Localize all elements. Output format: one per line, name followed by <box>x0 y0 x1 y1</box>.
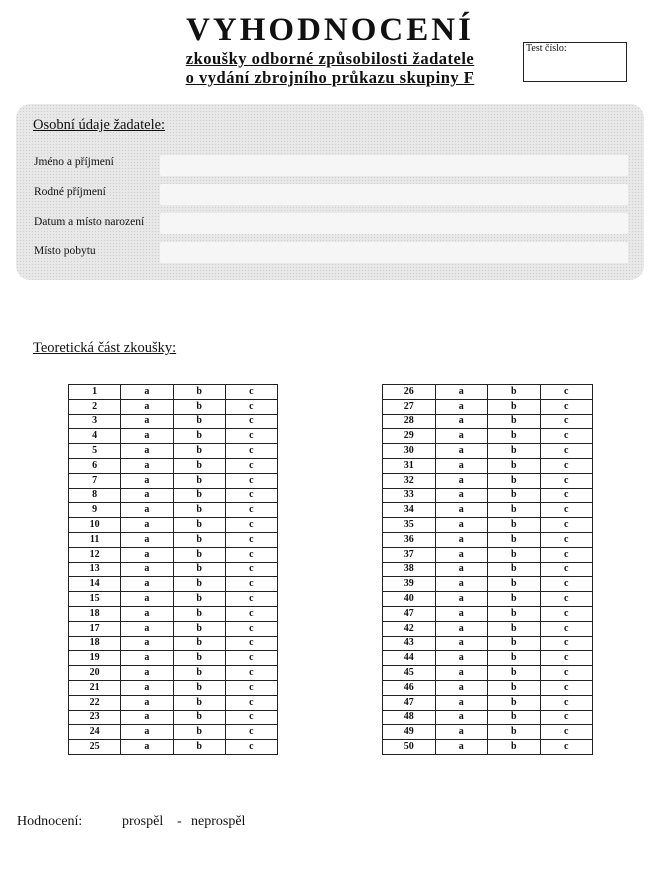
answer-option-c[interactable]: c <box>540 666 593 681</box>
answer-option-c[interactable]: c <box>225 518 277 533</box>
question-row <box>69 577 278 592</box>
answer-option-a[interactable]: a <box>435 532 488 547</box>
question-row <box>383 385 593 400</box>
answer-option-c[interactable]: c <box>540 399 593 414</box>
question-row <box>69 636 278 651</box>
question-number: 17 <box>69 621 121 636</box>
question-number: 25 <box>69 740 121 755</box>
question-number: 33 <box>383 488 436 503</box>
question-row <box>69 680 278 695</box>
answer-option-a[interactable]: a <box>435 695 488 710</box>
answer-option-a[interactable]: a <box>435 666 488 681</box>
question-number: 20 <box>69 666 121 681</box>
answer-option-c[interactable]: c <box>225 636 277 651</box>
question-number: 27 <box>383 399 436 414</box>
question-number: 29 <box>383 429 436 444</box>
answer-option-c[interactable]: c <box>540 621 593 636</box>
answer-option-a[interactable]: a <box>121 592 173 607</box>
answer-option-c[interactable]: c <box>540 651 593 666</box>
answer-option-b[interactable]: b <box>488 503 541 518</box>
question-number: 12 <box>69 547 121 562</box>
answer-option-c[interactable]: c <box>540 577 593 592</box>
answer-option-a[interactable]: a <box>435 680 488 695</box>
answer-option-c[interactable]: c <box>540 503 593 518</box>
question-row <box>383 488 593 503</box>
answer-option-a[interactable]: a <box>435 592 488 607</box>
answer-option-b[interactable]: b <box>488 710 541 725</box>
question-row <box>69 651 278 666</box>
question-row <box>383 414 593 429</box>
answer-option-a[interactable]: a <box>121 473 173 488</box>
answer-option-b[interactable]: b <box>173 532 225 547</box>
answer-option-b[interactable]: b <box>173 725 225 740</box>
answer-option-a[interactable]: a <box>435 621 488 636</box>
answer-option-b[interactable]: b <box>173 562 225 577</box>
question-row <box>69 414 278 429</box>
question-number: 7 <box>69 473 121 488</box>
answer-option-c[interactable]: c <box>225 503 277 518</box>
answer-option-a[interactable]: a <box>435 725 488 740</box>
answer-option-b[interactable]: b <box>488 592 541 607</box>
answer-option-c[interactable]: c <box>540 725 593 740</box>
answer-option-c[interactable]: c <box>540 606 593 621</box>
answer-option-a[interactable]: a <box>435 488 488 503</box>
answer-option-a[interactable]: a <box>435 651 488 666</box>
answer-option-c[interactable]: c <box>225 399 277 414</box>
answer-option-b[interactable]: b <box>173 740 225 755</box>
question-number: 22 <box>69 695 121 710</box>
answer-option-b[interactable]: b <box>488 651 541 666</box>
answer-option-b[interactable]: b <box>488 488 541 503</box>
question-number: 24 <box>69 725 121 740</box>
answer-option-c[interactable]: c <box>540 636 593 651</box>
question-row <box>69 444 278 459</box>
answer-table-right <box>382 384 593 755</box>
answer-option-c[interactable]: c <box>225 725 277 740</box>
question-row <box>383 651 593 666</box>
question-number: 47 <box>383 695 436 710</box>
question-row <box>383 606 593 621</box>
answer-option-b[interactable]: b <box>173 651 225 666</box>
answer-option-b[interactable]: b <box>173 680 225 695</box>
answer-option-b[interactable]: b <box>173 414 225 429</box>
answer-option-a[interactable]: a <box>121 444 173 459</box>
question-row <box>383 636 593 651</box>
answer-option-c[interactable]: c <box>225 606 277 621</box>
question-row <box>383 710 593 725</box>
answer-option-b[interactable]: b <box>488 562 541 577</box>
question-number: 10 <box>69 518 121 533</box>
question-row <box>383 666 593 681</box>
question-number: 35 <box>383 518 436 533</box>
answer-option-c[interactable]: c <box>225 532 277 547</box>
question-row <box>69 695 278 710</box>
answer-option-a[interactable]: a <box>435 444 488 459</box>
answer-option-b[interactable]: b <box>173 636 225 651</box>
birth-date-place-field[interactable] <box>160 213 628 234</box>
answer-option-b[interactable]: b <box>488 666 541 681</box>
personal-details-heading: Osobní údaje žadatele: <box>33 117 166 133</box>
question-number: 36 <box>383 532 436 547</box>
question-row <box>383 399 593 414</box>
answer-option-c[interactable]: c <box>225 666 277 681</box>
answer-option-a[interactable]: a <box>121 725 173 740</box>
name-field[interactable] <box>160 155 628 176</box>
birth-surname-label: Rodné příjmení <box>34 186 106 198</box>
answer-option-b[interactable]: b <box>488 473 541 488</box>
answer-option-c[interactable]: c <box>540 740 593 755</box>
answer-option-a[interactable]: a <box>435 518 488 533</box>
question-row <box>69 458 278 473</box>
answer-option-b[interactable]: b <box>173 710 225 725</box>
question-row <box>383 444 593 459</box>
answer-option-a[interactable]: a <box>121 606 173 621</box>
answer-option-c[interactable]: c <box>225 385 277 400</box>
question-number: 14 <box>69 577 121 592</box>
answer-option-b[interactable]: b <box>173 458 225 473</box>
answer-option-b[interactable]: b <box>173 429 225 444</box>
answer-option-c[interactable]: c <box>540 429 593 444</box>
answer-option-c[interactable]: c <box>225 680 277 695</box>
answer-option-b[interactable]: b <box>173 503 225 518</box>
question-number: 39 <box>383 577 436 592</box>
question-number: 49 <box>383 725 436 740</box>
answer-option-c[interactable]: c <box>540 695 593 710</box>
question-row <box>383 503 593 518</box>
question-row <box>383 458 593 473</box>
answer-option-b[interactable]: b <box>488 547 541 562</box>
question-row <box>69 710 278 725</box>
answer-option-b[interactable]: b <box>488 399 541 414</box>
question-row <box>383 592 593 607</box>
answer-option-b[interactable]: b <box>488 621 541 636</box>
answer-option-a[interactable]: a <box>435 606 488 621</box>
question-number: 50 <box>383 740 436 755</box>
answer-option-b[interactable]: b <box>488 414 541 429</box>
question-number: 43 <box>383 636 436 651</box>
answer-option-c[interactable]: c <box>225 740 277 755</box>
answer-option-b[interactable]: b <box>173 695 225 710</box>
question-number: 34 <box>383 503 436 518</box>
question-number: 48 <box>383 710 436 725</box>
birth-surname-field[interactable] <box>160 184 628 205</box>
residence-label: Místo pobytu <box>34 245 96 257</box>
answer-option-a[interactable]: a <box>435 547 488 562</box>
answer-option-a[interactable]: a <box>121 651 173 666</box>
answer-option-a[interactable]: a <box>121 547 173 562</box>
question-number: 1 <box>69 385 121 400</box>
question-row <box>383 547 593 562</box>
document-subtitle-line-2: o vydání zbrojního průkazu skupiny F <box>185 68 475 87</box>
answer-option-c[interactable]: c <box>540 385 593 400</box>
answer-option-c[interactable]: c <box>540 592 593 607</box>
answer-option-a[interactable]: a <box>121 710 173 725</box>
question-number: 13 <box>69 562 121 577</box>
answer-option-c[interactable]: c <box>225 444 277 459</box>
question-number: 44 <box>383 651 436 666</box>
answer-option-a[interactable]: a <box>121 385 173 400</box>
question-row <box>69 666 278 681</box>
evaluation-separator: - <box>177 814 182 829</box>
question-row <box>69 503 278 518</box>
question-row <box>69 621 278 636</box>
answer-option-a[interactable]: a <box>435 740 488 755</box>
answer-option-a[interactable]: a <box>435 385 488 400</box>
answer-option-c[interactable]: c <box>540 710 593 725</box>
question-row <box>383 473 593 488</box>
personal-details-panel <box>16 104 644 280</box>
answer-option-c[interactable]: c <box>225 562 277 577</box>
answer-option-b[interactable]: b <box>173 547 225 562</box>
question-number: 18 <box>69 606 121 621</box>
question-row <box>383 725 593 740</box>
question-row <box>69 473 278 488</box>
answer-option-b[interactable]: b <box>488 577 541 592</box>
document-subtitle-line-1: zkoušky odborné způsobilosti žadatele <box>185 49 475 68</box>
question-row <box>69 725 278 740</box>
answer-option-b[interactable]: b <box>173 473 225 488</box>
question-row <box>383 577 593 592</box>
answer-option-c[interactable]: c <box>225 695 277 710</box>
question-number: 31 <box>383 458 436 473</box>
question-number: 47 <box>383 606 436 621</box>
answer-option-c[interactable]: c <box>225 592 277 607</box>
question-number: 19 <box>69 651 121 666</box>
question-row <box>69 606 278 621</box>
answer-option-a[interactable]: a <box>435 636 488 651</box>
answer-option-c[interactable]: c <box>225 651 277 666</box>
question-row <box>383 532 593 547</box>
answer-option-b[interactable]: b <box>173 385 225 400</box>
answer-option-c[interactable]: c <box>540 680 593 695</box>
answer-option-a[interactable]: a <box>121 577 173 592</box>
answer-option-c[interactable]: c <box>225 577 277 592</box>
answer-option-a[interactable]: a <box>121 458 173 473</box>
evaluation-fail-option[interactable]: neprospěl <box>191 814 246 829</box>
answer-option-b[interactable]: b <box>173 577 225 592</box>
question-row <box>383 680 593 695</box>
answer-option-c[interactable]: c <box>540 458 593 473</box>
question-row <box>383 429 593 444</box>
answer-option-a[interactable]: a <box>435 429 488 444</box>
answer-option-a[interactable]: a <box>121 518 173 533</box>
answer-option-c[interactable]: c <box>225 473 277 488</box>
answer-option-c[interactable]: c <box>540 488 593 503</box>
question-row <box>69 740 278 755</box>
answer-option-b[interactable]: b <box>488 385 541 400</box>
answer-option-c[interactable]: c <box>225 458 277 473</box>
answer-option-c[interactable]: c <box>225 429 277 444</box>
question-number: 32 <box>383 473 436 488</box>
question-number: 30 <box>383 444 436 459</box>
question-number: 4 <box>69 429 121 444</box>
evaluation-label: Hodnocení: <box>17 814 83 829</box>
test-number-box[interactable] <box>523 42 627 82</box>
answer-option-c[interactable]: c <box>540 518 593 533</box>
answer-option-c[interactable]: c <box>225 710 277 725</box>
question-number: 46 <box>383 680 436 695</box>
answer-option-c[interactable]: c <box>540 532 593 547</box>
answer-option-a[interactable]: a <box>435 473 488 488</box>
document-title: VYHODNOCENÍ <box>186 12 474 48</box>
answer-option-a[interactable]: a <box>121 503 173 518</box>
answer-option-a[interactable]: a <box>121 414 173 429</box>
answer-option-a[interactable]: a <box>121 666 173 681</box>
question-number: 40 <box>383 592 436 607</box>
answer-option-c[interactable]: c <box>225 414 277 429</box>
answer-option-a[interactable]: a <box>121 562 173 577</box>
question-row <box>69 532 278 547</box>
answer-option-b[interactable]: b <box>173 666 225 681</box>
answer-option-b[interactable]: b <box>488 606 541 621</box>
question-number: 23 <box>69 710 121 725</box>
answer-option-a[interactable]: a <box>121 680 173 695</box>
answer-option-b[interactable]: b <box>173 606 225 621</box>
answer-option-c[interactable]: c <box>540 414 593 429</box>
answer-option-a[interactable]: a <box>435 710 488 725</box>
answer-option-a[interactable]: a <box>435 414 488 429</box>
answer-option-b[interactable]: b <box>488 444 541 459</box>
residence-field[interactable] <box>160 242 628 263</box>
answer-option-a[interactable]: a <box>435 562 488 577</box>
answer-option-a[interactable]: a <box>121 429 173 444</box>
answer-option-b[interactable]: b <box>488 458 541 473</box>
question-number: 2 <box>69 399 121 414</box>
answer-option-b[interactable]: b <box>173 488 225 503</box>
question-number: 8 <box>69 488 121 503</box>
answer-option-a[interactable]: a <box>121 399 173 414</box>
question-row <box>383 621 593 636</box>
question-row <box>383 740 593 755</box>
answer-option-c[interactable]: c <box>540 562 593 577</box>
question-row <box>383 518 593 533</box>
answer-option-a[interactable]: a <box>121 636 173 651</box>
answer-option-a[interactable]: a <box>435 399 488 414</box>
question-row <box>383 562 593 577</box>
answer-option-b[interactable]: b <box>173 621 225 636</box>
answer-table-left <box>68 384 278 755</box>
answer-option-a[interactable]: a <box>121 488 173 503</box>
answer-option-c[interactable]: c <box>540 473 593 488</box>
test-number-label: Test číslo: <box>526 43 567 54</box>
question-number: 9 <box>69 503 121 518</box>
answer-option-b[interactable]: b <box>173 592 225 607</box>
question-row <box>69 399 278 414</box>
answer-option-a[interactable]: a <box>435 503 488 518</box>
answer-option-c[interactable]: c <box>540 547 593 562</box>
answer-option-b[interactable]: b <box>488 725 541 740</box>
question-number: 18 <box>69 636 121 651</box>
answer-option-c[interactable]: c <box>225 621 277 636</box>
question-number: 38 <box>383 562 436 577</box>
answer-option-c[interactable]: c <box>225 488 277 503</box>
answer-option-c[interactable]: c <box>225 547 277 562</box>
answer-option-a[interactable]: a <box>121 621 173 636</box>
question-number: 15 <box>69 592 121 607</box>
answer-option-b[interactable]: b <box>173 444 225 459</box>
answer-option-a[interactable]: a <box>435 458 488 473</box>
answer-option-b[interactable]: b <box>488 680 541 695</box>
question-row <box>69 488 278 503</box>
answer-option-c[interactable]: c <box>540 444 593 459</box>
question-number: 26 <box>383 385 436 400</box>
question-row <box>69 592 278 607</box>
answer-option-b[interactable]: b <box>488 740 541 755</box>
question-row <box>69 562 278 577</box>
question-row <box>69 429 278 444</box>
answer-option-a[interactable]: a <box>121 695 173 710</box>
question-number: 21 <box>69 680 121 695</box>
question-number: 6 <box>69 458 121 473</box>
question-number: 42 <box>383 621 436 636</box>
question-row <box>69 518 278 533</box>
question-row <box>383 695 593 710</box>
question-number: 5 <box>69 444 121 459</box>
answer-option-b[interactable]: b <box>173 399 225 414</box>
answer-option-a[interactable]: a <box>121 740 173 755</box>
answer-option-b[interactable]: b <box>488 695 541 710</box>
question-number: 3 <box>69 414 121 429</box>
birth-date-place-label: Datum a místo narození <box>34 216 145 228</box>
answer-option-a[interactable]: a <box>121 532 173 547</box>
question-row <box>69 385 278 400</box>
question-number: 28 <box>383 414 436 429</box>
question-row <box>69 547 278 562</box>
theory-section-heading: Teoretická část zkoušky: <box>33 340 177 356</box>
question-number: 45 <box>383 666 436 681</box>
answer-option-b[interactable]: b <box>488 518 541 533</box>
question-number: 37 <box>383 547 436 562</box>
evaluation-pass-option[interactable]: prospěl <box>122 814 164 829</box>
question-number: 11 <box>69 532 121 547</box>
answer-option-b[interactable]: b <box>173 518 225 533</box>
answer-option-b[interactable]: b <box>488 429 541 444</box>
answer-option-b[interactable]: b <box>488 532 541 547</box>
name-label: Jméno a příjmení <box>34 156 114 168</box>
answer-option-a[interactable]: a <box>435 577 488 592</box>
answer-option-b[interactable]: b <box>488 636 541 651</box>
